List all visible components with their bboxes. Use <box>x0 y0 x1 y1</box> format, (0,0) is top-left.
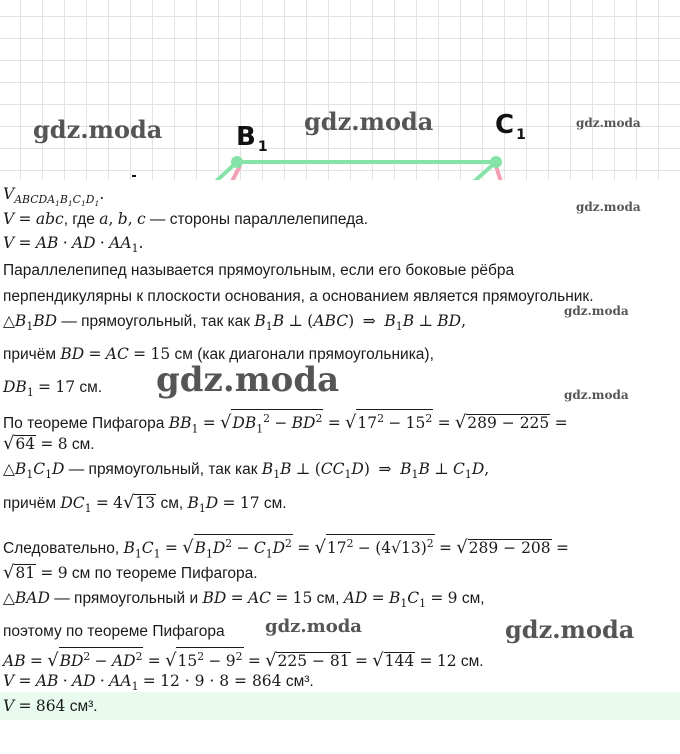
formula-volume-symbol: $V_{ABCDA_1B_1C_1D_1}$. <box>3 185 105 209</box>
therefore-pythagoras: поэтому по теореме Пифагора <box>3 623 225 640</box>
watermark: gdz.moda <box>576 116 641 130</box>
watermark: gdz.moda <box>564 304 629 318</box>
db1-value: $DB_1 = 17$ см. <box>3 378 103 400</box>
diag-c1-down <box>496 166 502 180</box>
watermark: gdz.moda <box>265 616 362 637</box>
watermark: gdz.moda <box>33 115 163 144</box>
formula-volume-product: V = AB · AD · $AA_1$. <box>3 234 144 256</box>
triangle-b1c1d-statement: $\triangle B_1C_1D$ — прямоугольный, так как $B_1B$ ⊥ $(CC_1D)$ ⇒ $B_1B$ ⊥ $C_1D$, <box>3 460 490 482</box>
bd-equals-ac: причём BD = AC = 15 см (как диагонали прямоугольника), <box>3 345 434 363</box>
volume-computation: V = AB · AD · $AA_1 = 12 \cdot 9 \cdot 8 = 864$ см³. <box>3 672 314 694</box>
parallelepiped-drawing <box>0 0 680 180</box>
bb1-pythagoras: По теореме Пифагора $BB_1 = √DB_1^2 - BD^2 = √17^2 - 15^2 = √289 - 225$ = <box>3 409 568 439</box>
watermark: gdz.moda <box>564 388 629 402</box>
watermark: gdz.moda <box>505 615 635 644</box>
watermark: gdz.moda <box>304 107 434 136</box>
vertex-c1 <box>490 156 502 168</box>
b1c1-result: √81 = 9 см по теореме Пифагора. <box>3 562 258 583</box>
ab-pythagoras: AB = $√BD^2 - AD^2 = √15^2 - 9^2 = √225 - 81 = √144 = 12$ см. <box>3 647 484 672</box>
triangle-b1bd-statement: $\triangle B_1BD$ — прямоугольный, так как $B_1B$ ⊥ (ABC) ⇒ $B_1B$ ⊥ BD, <box>3 312 467 334</box>
b1c1-pythagoras: Следовательно, $B_1C_1 = √B_1D^2 - C_1D^2 = √17^2 - (4√13)^2 = √289 - 208$ = <box>3 534 569 564</box>
figure-area <box>0 0 680 180</box>
dc1-value: причём $DC_1 = 4√13$ см, $B_1D = 17$ см. <box>3 492 287 516</box>
watermark: gdz.moda <box>156 360 340 400</box>
label-c1: C $_1$ <box>495 110 526 143</box>
watermark: gdz.moda <box>576 200 641 214</box>
bb1-result: √64 = 8 см. <box>3 433 95 454</box>
formula-volume-abc: V = abc, где a, b, c — стороны параллелепипеда. <box>3 210 369 228</box>
answer-line: V = 864 см³. <box>3 697 98 715</box>
label-b1: B $_1$ <box>236 122 268 155</box>
definition-line-1: Параллелепипед называется прямоугольным, если его боковые рёбра <box>3 262 515 279</box>
vertex-b1 <box>231 156 243 168</box>
triangle-bad-statement: △BAD — прямоугольный и BD = AC = 15 см, AD = $B_1C_1 = 9$ см, <box>3 589 485 611</box>
definition-line-2: перпендикулярны к плоскости основания, а основанием является прямоугольник. <box>3 288 594 305</box>
